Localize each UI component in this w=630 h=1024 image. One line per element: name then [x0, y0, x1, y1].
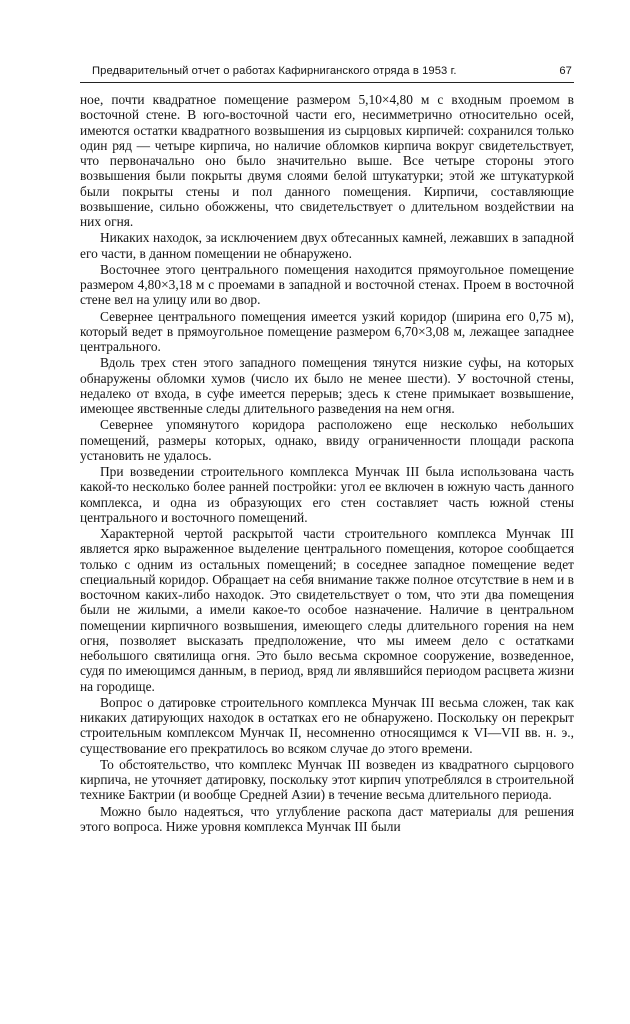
paragraph: Восточнее этого центрального помещения находится прямоугольное помещение размером 4,80×3,18 м с проемами в западной и восточной стенах. Проем в восточной стене вел на улицу или во двор. — [80, 261, 574, 308]
paragraph: Севернее центрального помещения имеется узкий коридор (ширина его 0,75 м), который ведет в прямоугольное помещение размером 6,70×3,08 м, лежащее западнее центрального. — [80, 308, 574, 354]
paragraph: То обстоятельство, что комплекс Мунчак III возведен из квадратного сырцового кирпича, не уточняет датировку, поскольку этот кирпич употреблялся в строительной технике Бактрии (и вообще Средней Азии) в течение весьма длительного периода. — [80, 756, 574, 803]
body-text — [80, 92, 574, 834]
running-header — [80, 62, 574, 83]
paragraph-continuation: ное, почти квадратное помещение размером 5,10×4,80 м с входным проемом в восточной стене. В юго-восточной части его, несимметрично относительно осей, имеются остатки квадратного возвышения из сырцовых кирпичей: сохранился только один ряд — четыре кирпича, но наличие обломков кирпича вокруг свидетельствует, что первоначально оно было значительно выше. Все четыре стороны этого возвышения были покрыты двумя слоями белой штукатурки; этой же штукатуркой были покрыты стены и пол данного помещения. Кирпичи, составляющие возвышение, сильно обожжены, что свидетельствует о длительном воздействии на них огня. — [80, 92, 574, 229]
running-title: Предварительный отчет о работах Кафирниганского отряда в 1953 г. — [92, 65, 457, 77]
paragraph: При возведении строительного комплекса Мунчак III была использована часть какой-то несколько более ранней постройки: угол ее включен в южную часть данного комплекса, и одна из образующих его стен составляет часть южной стены центрального и восточного помещений. — [80, 464, 574, 525]
paragraph: Характерной чертой раскрытой части строительного комплекса Мунчак III является ярко выраженное выделение центрального помещения, которое сообщается только с одним из остальных помещений; в соседнее западное помещение ведет специальный коридор. Обращает на себя внимание также полное отсутствие в нем и в восточном каких-либо находок. Это свидетельствует о том, что эти два помещения были не жилыми, а имели какое-то особое назначение. Наличие в центральном помещении кирпичного возвышения, имеющего следы длительного горения на нем огня, позволяет высказать предположение, что мы имеем дело с остатками небольшого святилища огня. Это было весьма скромное сооружение, возведенное, судя по имеющимся данным, в период, вряд ли являвшийся периодом расцвета жизни на городище. — [80, 526, 574, 694]
paragraph: Можно было надеяться, что углубление раскопа даст материалы для решения этого вопроса. Ниже уровня комплекса Мунчак III были — [80, 803, 574, 834]
paragraph: Вопрос о датировке строительного комплекса Мунчак III весьма сложен, так как никаких датирующих находок в остатках его не обнаружено. Поскольку он перекрыт строительным комплексом Мунчак II, несомненно относящимся к VI—VII вв. н. э., существование его прекратилось во всяком случае до этого времени. — [80, 694, 574, 756]
book-page — [80, 62, 574, 834]
page-number: 67 — [559, 65, 572, 77]
paragraph: Севернее упомянутого коридора расположено еще несколько небольших помещений, размеры которых, однако, ввиду ограниченности площади раскопа установить не удалось. — [80, 417, 574, 463]
paragraph: Вдоль трех стен этого западного помещения тянутся низкие суфы, на которых обнаружены обломки хумов (число их было не менее шести). У восточной стены, недалеко от входа, в суфе имеется перерыв; здесь к стене примыкает возвышение, имеющее явственные следы длительного разведения на нем огня. — [80, 355, 574, 416]
paragraph: Никаких находок, за исключением двух обтесанных камней, лежавших в западной его части, в данном помещении не обнаружено. — [80, 230, 574, 261]
